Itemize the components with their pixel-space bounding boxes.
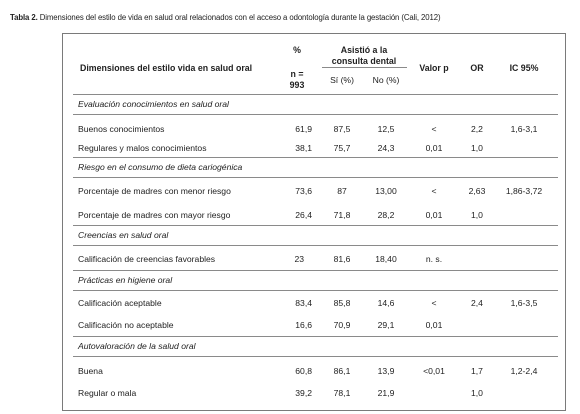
- row-percent: 61,9: [295, 124, 312, 134]
- row-si: 81,6: [333, 254, 351, 264]
- header-si: Sí (%): [330, 75, 354, 85]
- header-subgroup-rule: [322, 67, 407, 68]
- row-or: 2,63: [468, 186, 486, 196]
- row-p-value: <: [431, 298, 437, 308]
- row-percent: 26,4: [295, 210, 312, 220]
- row-si: 87: [337, 186, 347, 196]
- row-si: 70,9: [333, 320, 351, 330]
- caption-label: Tabla 2.: [10, 13, 38, 22]
- row-no: 12,5: [377, 124, 395, 134]
- row-p-value: <: [431, 124, 437, 134]
- row-or: 1,0: [471, 143, 483, 153]
- row-label: Buenos conocimientos: [78, 124, 165, 134]
- header-attended-line1: Asistió a la: [340, 45, 388, 55]
- row-si: 87,5: [333, 124, 351, 134]
- table-frame: [62, 33, 566, 411]
- row-label: Porcentaje de madres con mayor riesgo: [78, 210, 231, 220]
- rule: [73, 114, 558, 115]
- rule: [73, 356, 558, 357]
- row-ic: 1,2-2,4: [510, 366, 538, 376]
- row-no: 24,3: [377, 143, 395, 153]
- row-percent: 73,6: [295, 186, 312, 196]
- row-p-value: n. s.: [425, 254, 443, 264]
- row-label: Calificación aceptable: [78, 298, 162, 308]
- row-or: 2,4: [471, 298, 483, 308]
- row-label: Regulares y malos conocimientos: [78, 143, 207, 153]
- row-or: 1,7: [471, 366, 483, 376]
- section-title: Evaluación conocimientos en salud oral: [78, 99, 229, 109]
- row-percent: 38,1: [295, 143, 312, 153]
- row-label: Buena: [78, 366, 103, 376]
- row-p-value: 0,01: [425, 210, 443, 220]
- row-label: Calificación de creencias favorables: [78, 254, 216, 264]
- row-si: 75,7: [333, 143, 351, 153]
- row-p-value: <0,01: [423, 366, 445, 376]
- row-no: 13,9: [377, 366, 395, 376]
- row-percent: 16,6: [295, 320, 312, 330]
- rule: [73, 177, 558, 178]
- row-label: Regular o mala: [78, 388, 137, 398]
- row-si: 85,8: [333, 298, 351, 308]
- row-no: 29,1: [377, 320, 395, 330]
- row-p-value: <: [431, 186, 437, 196]
- header-attended-line2: consulta dental: [331, 56, 397, 66]
- row-si: 78,1: [333, 388, 351, 398]
- row-no: 14,6: [377, 298, 395, 308]
- row-p-value: 0,01: [425, 320, 443, 330]
- rule: [73, 157, 558, 158]
- row-or: 1,0: [471, 388, 483, 398]
- header-n-value: 993: [289, 80, 305, 90]
- row-label: Calificación no aceptable: [78, 320, 174, 330]
- row-label: Porcentaje de madres con menor riesgo: [78, 186, 231, 196]
- row-or: 2,2: [471, 124, 483, 134]
- row-p-value: 0,01: [425, 143, 443, 153]
- rule: [73, 290, 558, 291]
- rule: [73, 270, 558, 271]
- section-title: Autovaloración de la salud oral: [78, 341, 196, 351]
- section-title: Prácticas en higiene oral: [78, 275, 173, 285]
- header-ic: IC 95%: [509, 63, 539, 73]
- row-percent: 60,8: [295, 366, 312, 376]
- row-ic: 1,6-3,1: [510, 124, 538, 134]
- header-percent: %: [293, 45, 301, 55]
- header-dimension: Dimensiones del estilo vida en salud oral: [80, 63, 253, 73]
- header-no: No (%): [372, 75, 400, 85]
- table-caption: [10, 13, 440, 22]
- rule: [73, 225, 558, 226]
- row-percent: 23: [294, 254, 304, 264]
- row-or: 1,0: [471, 210, 483, 220]
- row-no: 28,2: [377, 210, 395, 220]
- caption-text: Dimensiones del estilo de vida en salud oral relacionados con el acceso a odontología durante la gestación (Cali, 2012): [39, 13, 441, 22]
- header-or: OR: [470, 63, 484, 73]
- row-ic: 1,6-3,5: [510, 298, 538, 308]
- row-percent: 83,4: [295, 298, 312, 308]
- header-p-value: Valor p: [419, 63, 449, 73]
- section-title: Creencias en salud oral: [78, 230, 169, 240]
- row-si: 86,1: [333, 366, 351, 376]
- rule: [73, 94, 558, 95]
- row-percent: 39,2: [295, 388, 312, 398]
- section-title: Riesgo en el consumo de dieta cariogénica: [78, 162, 243, 172]
- row-si: 71,8: [333, 210, 351, 220]
- header-n-label: n =: [290, 69, 304, 79]
- row-no: 13,00: [375, 186, 397, 196]
- row-ic: 1,86-3,72: [505, 186, 543, 196]
- rule: [73, 336, 558, 337]
- row-no: 18,40: [375, 254, 397, 264]
- rule: [73, 245, 558, 246]
- row-no: 21,9: [377, 388, 395, 398]
